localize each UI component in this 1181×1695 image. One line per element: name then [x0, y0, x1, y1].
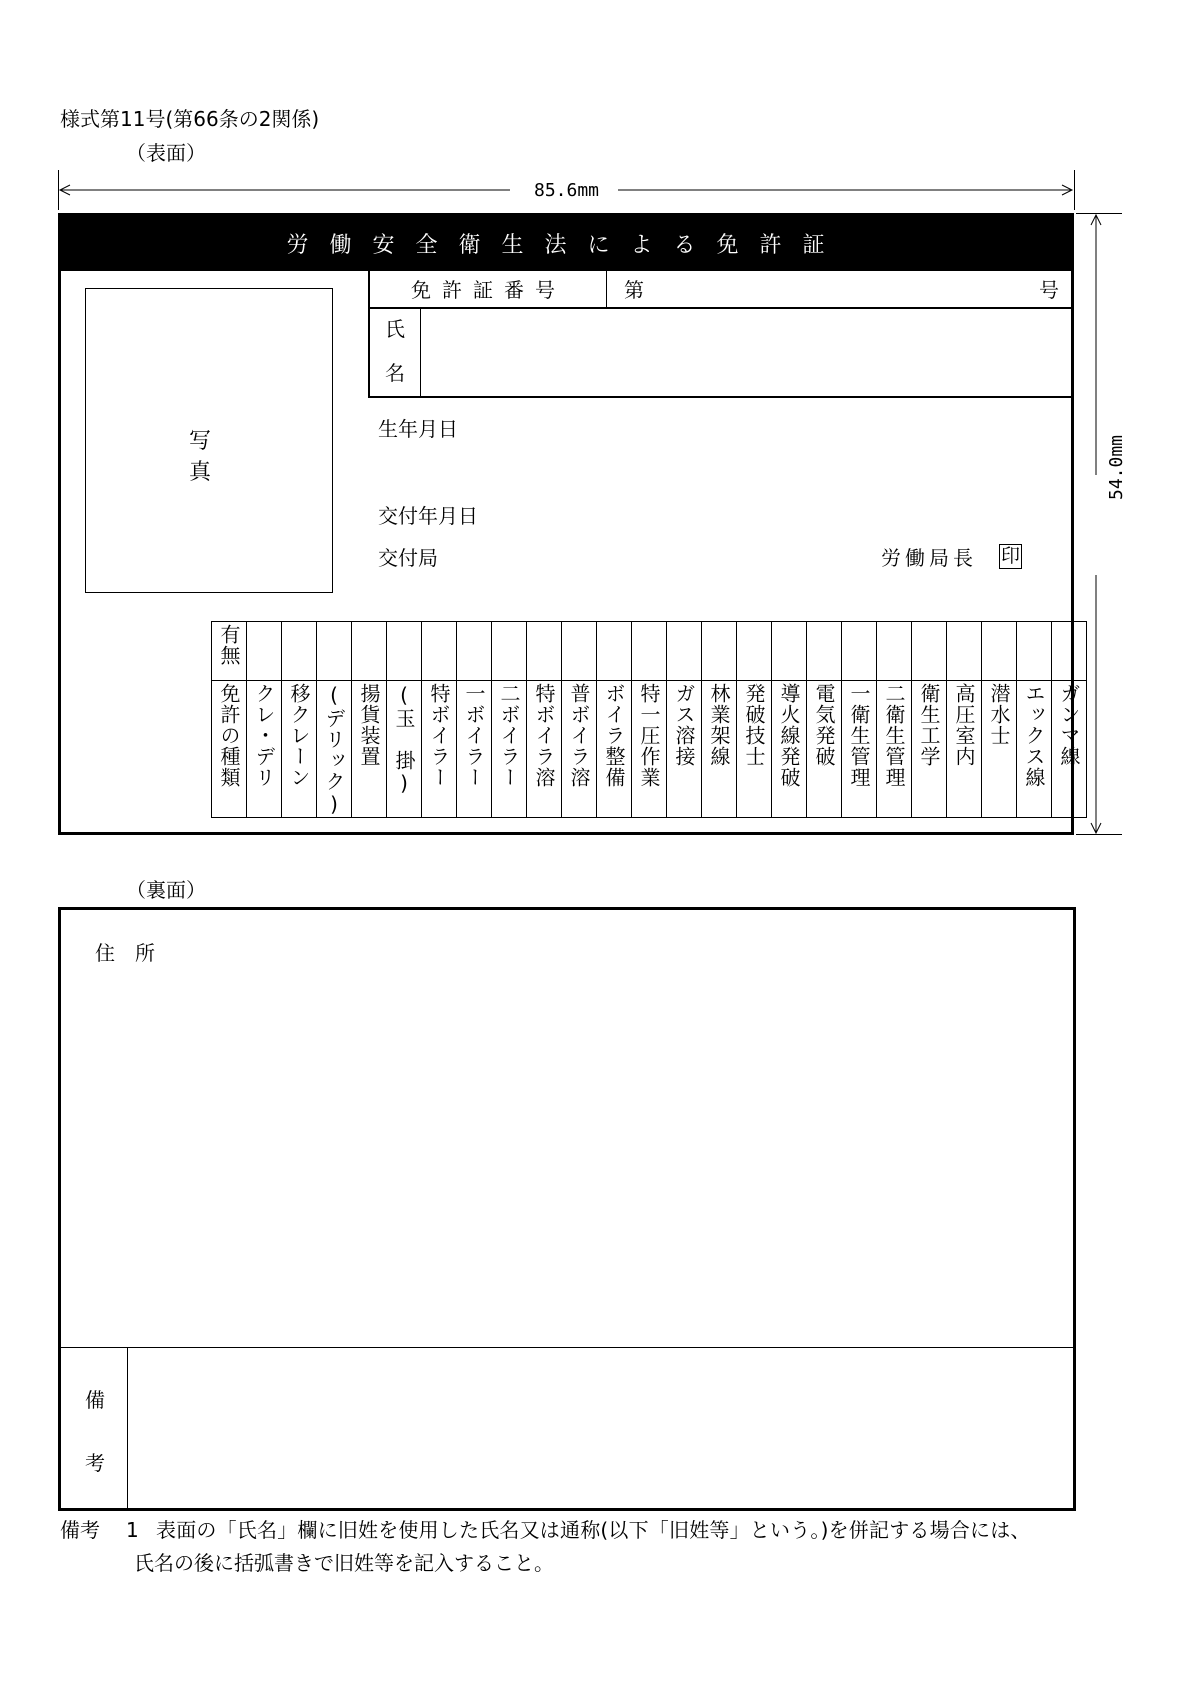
license-type: 特一圧作業 [637, 683, 661, 788]
footnote-line-2: 氏名の後に括弧書きで旧姓等を記入すること。 [134, 1551, 554, 1575]
license-type: 移クレーン [287, 683, 311, 788]
footnote-number: 1 [126, 1518, 139, 1542]
director-label: 労働局長 [881, 546, 977, 570]
license-type: エックス線 [1022, 683, 1046, 788]
license-type: 特ボイラ溶 [532, 683, 556, 788]
card-front [58, 213, 1081, 835]
license-type: 電気発破 [812, 683, 836, 767]
presence-cell [247, 622, 282, 681]
license-type: 一ボイラー [462, 683, 486, 788]
name-label-divider [420, 307, 421, 398]
license-type: (玉 掛) [392, 683, 416, 796]
presence-cell [387, 622, 422, 681]
license-number-suffix: 号 [1039, 278, 1059, 302]
width-dimension-label: 85.6mm [534, 180, 600, 201]
remarks-top-border [61, 1347, 1073, 1348]
height-dimension-label: 54.0mm [1106, 434, 1127, 500]
license-number-prefix: 第 [624, 278, 644, 302]
name-label-bottom: 名 [385, 361, 405, 385]
remarks-label-top: 備 [85, 1388, 105, 1412]
type-row [212, 681, 1087, 818]
issuing-office-label: 交付局 [378, 546, 438, 570]
presence-cell [457, 622, 492, 681]
presence-cell [807, 622, 842, 681]
card-back [58, 907, 1076, 1511]
presence-cell [352, 622, 387, 681]
presence-cell [947, 622, 982, 681]
back-side-label: （裏面） [126, 878, 206, 902]
license-number-divider [606, 271, 607, 307]
name-bottom-border [368, 396, 1071, 398]
presence-cell [842, 622, 877, 681]
address-label: 住 所 [95, 941, 155, 965]
birth-date-label: 生年月日 [378, 417, 458, 441]
license-type: 導火線発破 [777, 683, 801, 788]
presence-cell [317, 622, 352, 681]
license-number-label: 免許証番号 [411, 278, 566, 302]
license-type: 衛生工学 [917, 683, 941, 767]
presence-cell [632, 622, 667, 681]
presence-cell [912, 622, 947, 681]
footnote-line-1: 表面の「氏名」欄に旧姓を使用した氏名又は通称(以下「旧姓等」という。)を併記する場合には、 [156, 1518, 1031, 1542]
remarks-label-divider [127, 1347, 128, 1508]
presence-cell [527, 622, 562, 681]
presence-cell [667, 622, 702, 681]
presence-cell [772, 622, 807, 681]
license-type: 二衛生管理 [882, 683, 906, 788]
license-type: 潜水士 [987, 683, 1011, 746]
license-type: 特ボイラー [427, 683, 451, 788]
footnote-label: 備考 [60, 1518, 100, 1542]
license-type: クレ・デリ [252, 683, 276, 788]
presence-cell [877, 622, 912, 681]
presence-row [212, 622, 1087, 681]
photo-box [85, 288, 333, 593]
presence-cell [982, 622, 1017, 681]
info-block-left-border [368, 271, 370, 398]
presence-cell [562, 622, 597, 681]
card-title: 労働安全衛生法による免許証 [61, 216, 1071, 271]
presence-cell [702, 622, 737, 681]
presence-cell [422, 622, 457, 681]
photo-label: 写真 [188, 429, 299, 485]
presence-cell [1017, 622, 1052, 681]
presence-cell [492, 622, 527, 681]
name-label-top: 氏 [385, 317, 405, 341]
seal-mark: 印 [1001, 545, 1021, 567]
license-type: 高圧室内 [952, 683, 976, 767]
license-type: 二ボイラー [497, 683, 521, 788]
presence-cell [282, 622, 317, 681]
presence-header: 有無 [217, 624, 241, 666]
presence-cell [1052, 622, 1087, 681]
license-type: 林業架線 [707, 683, 731, 767]
height-dimension-arrow [1086, 213, 1106, 835]
license-number-bottom-border [368, 307, 1071, 309]
license-type: 揚貨装置 [357, 683, 381, 767]
type-header: 免許の種類 [217, 683, 241, 788]
license-type: (デリック) [322, 683, 346, 817]
remarks-label-bottom: 考 [85, 1451, 105, 1475]
presence-cell [737, 622, 772, 681]
license-type: ボイラ整備 [602, 683, 626, 788]
license-type-table [211, 621, 1087, 818]
form-number: 様式第11号(第66条の2関係) [60, 107, 320, 131]
license-type: ガンマ線 [1057, 683, 1081, 767]
license-type: ガス溶接 [672, 683, 696, 767]
license-type: 発破技士 [742, 683, 766, 767]
presence-cell [597, 622, 632, 681]
front-side-label: （表面） [126, 141, 206, 165]
license-type: 普ボイラ溶 [567, 683, 591, 788]
issue-date-label: 交付年月日 [378, 504, 478, 528]
license-type: 一衛生管理 [847, 683, 871, 788]
